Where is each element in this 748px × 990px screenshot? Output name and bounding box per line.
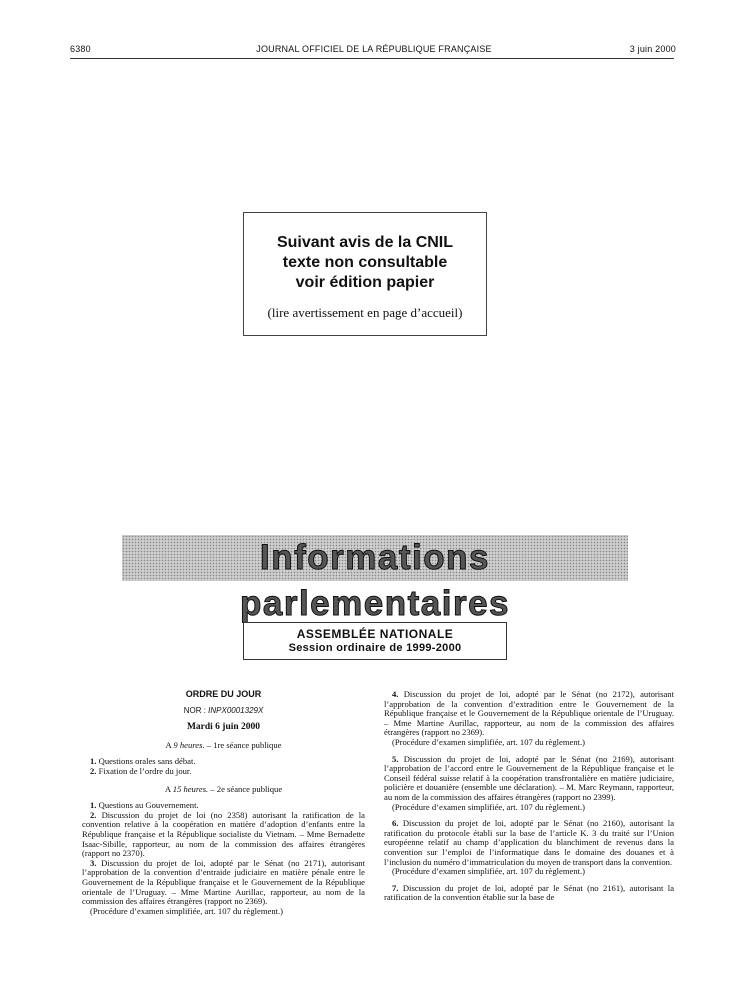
afternoon-a: A	[164, 783, 171, 794]
nor-reference	[82, 706, 365, 716]
morning-label: – 1re séance publique	[206, 739, 282, 750]
list-item: 1. Questions au Gouvernement.	[90, 800, 199, 811]
afternoon-time: 15 heures.	[172, 783, 209, 794]
header-rule	[70, 58, 674, 59]
nor-code: INPX0001329X	[208, 705, 264, 715]
cnil-notice-box	[243, 212, 487, 336]
afternoon-session-heading	[82, 785, 365, 795]
list-item: 4. Discussion du projet de loi, adopté par le Sénat (no 2172), autorisant l’approbation de la convention d’extradition entre le Gouvernement de la République française et le Gouvernement de la République orientale de l’Uruguay. – Mme Martine Aurillac, rapporteur, au nom de la commission des affaires étrangères (rapport no 2369).	[384, 689, 674, 738]
procedure-note: (Procédure d’examen simplifiée, art. 107 du règlement.)	[392, 736, 586, 747]
page-number: 6380	[70, 44, 91, 54]
section-banner-title: Informations parlementaires	[239, 538, 511, 623]
section-banner	[122, 535, 628, 623]
morning-a: A	[165, 739, 172, 750]
right-column	[384, 690, 674, 903]
cnil-notice-note: (lire avertissement en page d’accueil)	[267, 305, 463, 320]
procedure-note: (Procédure d’examen simplifiée, art. 107 du règlement.)	[392, 801, 586, 812]
session-label: Session ordinaire de 1999-2000	[288, 642, 462, 654]
list-item: 7. Discussion du projet de loi, adopté par le Sénat (no 2161), autorisant la ratification de la convention établie sur la base de	[384, 882, 675, 903]
issue-date: 3 juin 2000	[629, 44, 676, 54]
assemblee-title: ASSEMBLÉE NATIONALE	[296, 627, 454, 641]
assemblee-nationale-box	[243, 622, 507, 660]
nor-label: NOR :	[183, 705, 206, 715]
agenda-date: Mardi 6 juin 2000	[186, 722, 261, 733]
list-item: 6. Discussion du projet de loi, adopté par le Sénat (no 2160), autorisant la ratification du protocole établi sur la base de l’article K. 3 du traité sur l’Union européenne relatif au champ d’application du blanchiment de revenus dans la convention sur l’emploi de l’informatique dans le domaine des douanes et à l’inclusion du numéro d’immatriculation du moyen de transport dans la convention.	[384, 818, 675, 867]
list-item: 2. Fixation de l’ordre du jour.	[90, 765, 192, 776]
procedure-note: (Procédure d’examen simplifiée, art. 107 du règlement.)	[392, 866, 586, 877]
left-column	[82, 690, 365, 916]
list-item: 5. Discussion du projet de loi, adopté par le Sénat (no 2169), autorisant l’approbation de l’accord entre le Gouvernement de la République française et le Conseil fédéral suisse relatif à la coopération transfrontalière en matière judiciaire, policière et douanière (ensemble une déclaration). – M. Marc Reymann, rapporteur, au nom de la commission des affaires étrangères (rapport no 2399).	[384, 753, 674, 802]
afternoon-label: – 2e séance publique	[210, 783, 283, 794]
procedure-note: (Procédure d’examen simplifiée, art. 107 du règlement.)	[90, 905, 284, 916]
list-item: 2. Discussion du projet de loi (no 2358) autorisant la ratification de la convention relative à la coopération en matière d’adoption d’enfants entre la République française et la République socialiste du Vietnam. – Mme Bernadette Isaac-Sibille, rapporteur, au nom de la commission des affaires étrangères (rapport no 2370).	[82, 809, 366, 859]
cnil-notice-title: Suivant avis de la CNIL texte non consultable voir édition papier	[276, 234, 454, 291]
journal-title: JOURNAL OFFICIEL DE LA RÉPUBLIQUE FRANÇAISE	[256, 44, 492, 54]
morning-time: 9 heures.	[173, 739, 205, 750]
list-item: 3. Discussion du projet de loi, adopté par le Sénat (no 2171), autorisant l’approbation de la convention d’entraide judiciaire en matière pénale entre le Gouvernement de la République française et le Gouvernement de la République orientale de l’Uruguay. – Mme Martine Aurillac, rapporteur, au nom de la commission des affaires étrangères (rapport no 2369).	[82, 857, 365, 907]
agenda-title: ORDRE DU JOUR	[185, 689, 262, 699]
list-item: 1. Questions orales sans débat.	[90, 756, 196, 767]
morning-session-heading	[82, 741, 365, 751]
